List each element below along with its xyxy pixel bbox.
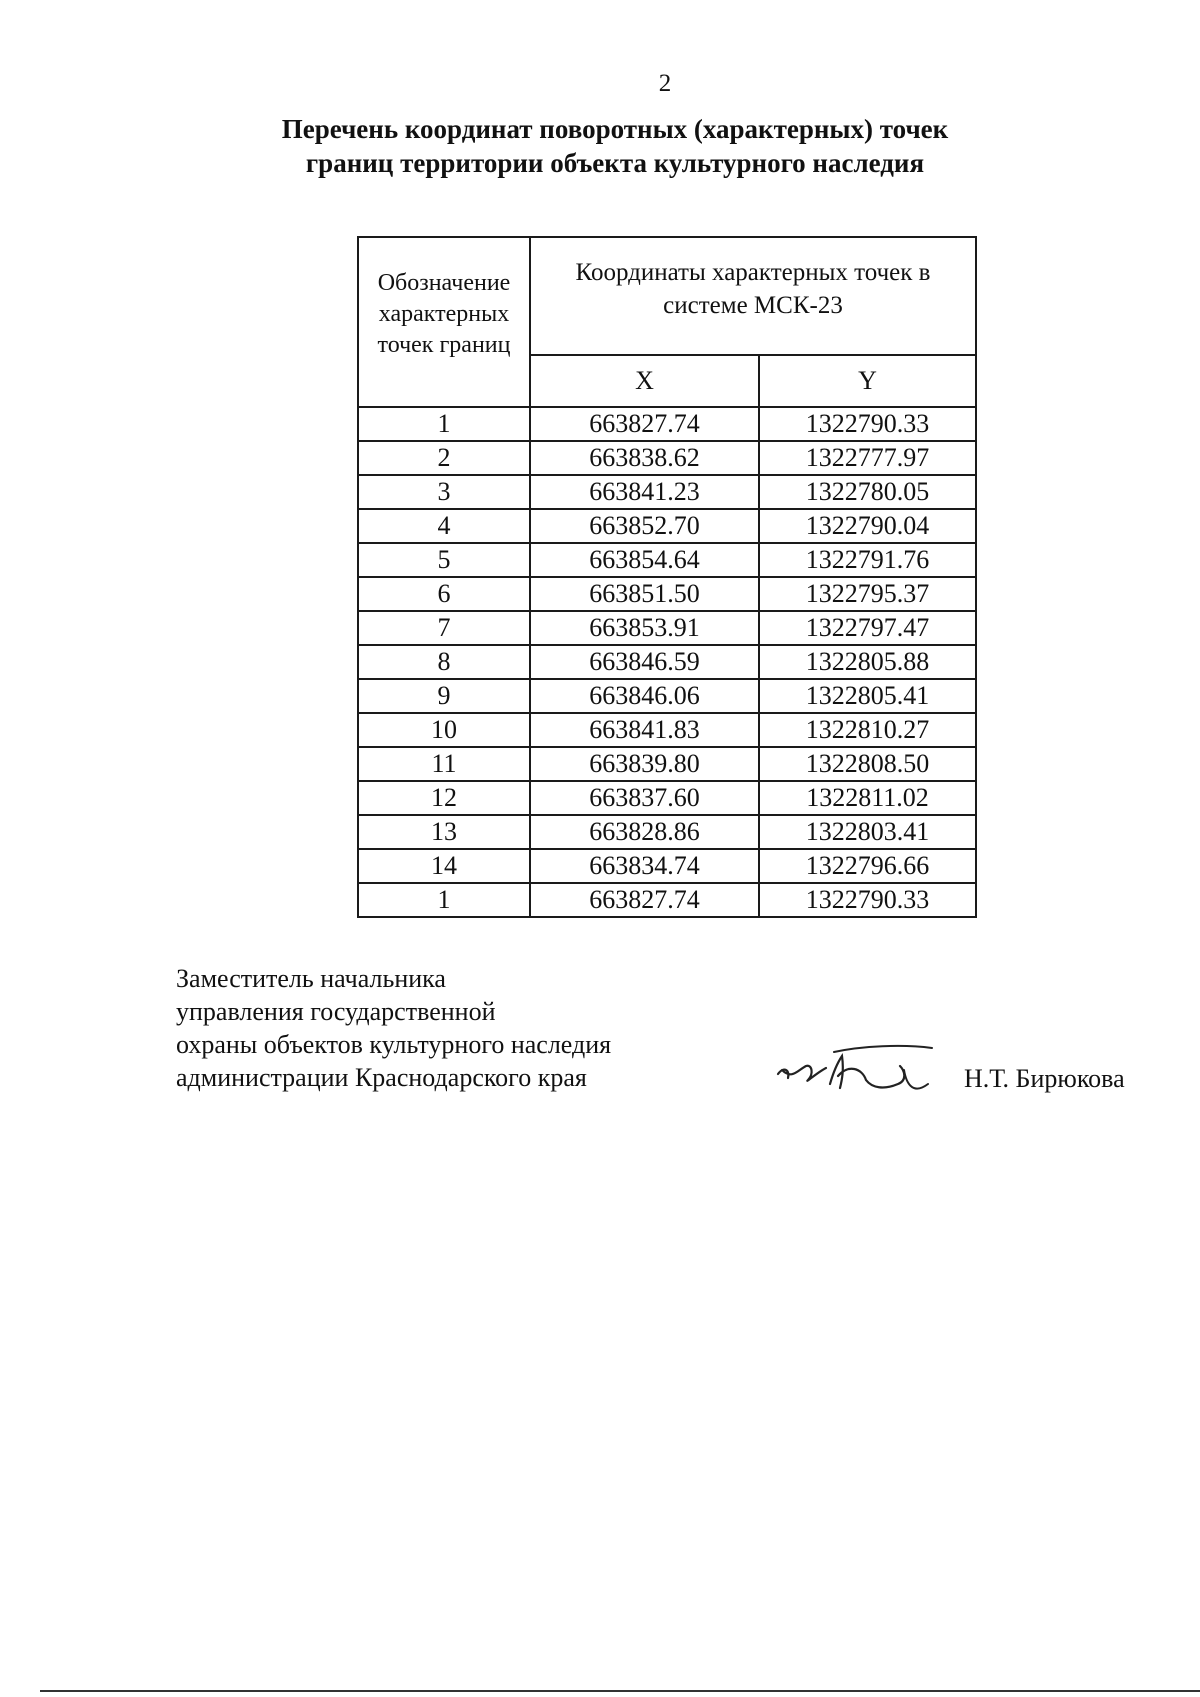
y-column-header: Y (759, 355, 976, 407)
y-coordinate-cell: 1322797.47 (759, 611, 976, 645)
y-coordinate-cell: 1322796.66 (759, 849, 976, 883)
table-row (358, 747, 976, 781)
position-line-3: охраны объектов культурного наследия (176, 1030, 612, 1059)
x-coordinate-cell: 663838.62 (530, 441, 759, 475)
position-line-4: администрации Краснодарского края (176, 1063, 587, 1092)
y-coordinate-cell: 1322805.41 (759, 679, 976, 713)
table-row (358, 781, 976, 815)
points-column-header: Обозначение характерных точек границ (358, 237, 530, 407)
x-coordinate-cell: 663839.80 (530, 747, 759, 781)
table-row (358, 577, 976, 611)
y-coordinate-cell: 1322811.02 (759, 781, 976, 815)
x-coordinate-cell: 663854.64 (530, 543, 759, 577)
position-line-2: управления государственной (176, 997, 496, 1026)
point-cell: 10 (358, 713, 530, 747)
y-coordinate-cell: 1322790.33 (759, 883, 976, 917)
document-title (0, 112, 1200, 180)
point-cell: 2 (358, 441, 530, 475)
x-coordinate-cell: 663846.59 (530, 645, 759, 679)
y-coordinate-cell: 1322790.33 (759, 407, 976, 441)
table-row (358, 679, 976, 713)
x-coordinate-cell: 663852.70 (530, 509, 759, 543)
table-row (358, 441, 976, 475)
point-cell: 12 (358, 781, 530, 815)
table-row (358, 407, 976, 441)
coordinates-column-header: Координаты характерных точек в системе МСК-23 (530, 237, 976, 355)
y-coordinate-cell: 1322795.37 (759, 577, 976, 611)
document-title-line-2: границ территории объекта культурного наследия (305, 148, 925, 178)
table-row (358, 645, 976, 679)
bottom-rule (40, 1690, 1200, 1692)
point-cell: 9 (358, 679, 530, 713)
point-cell: 6 (358, 577, 530, 611)
point-cell: 4 (358, 509, 530, 543)
table-row (358, 713, 976, 747)
coordinates-table-body (358, 407, 976, 917)
table-row (358, 543, 976, 577)
x-coordinate-cell: 663841.23 (530, 475, 759, 509)
x-coordinate-cell: 663841.83 (530, 713, 759, 747)
table-row (358, 883, 976, 917)
x-coordinate-cell: 663851.50 (530, 577, 759, 611)
y-coordinate-cell: 1322810.27 (759, 713, 976, 747)
y-coordinate-cell: 1322803.41 (759, 815, 976, 849)
y-coordinate-cell: 1322777.97 (759, 441, 976, 475)
y-coordinate-cell: 1322790.04 (759, 509, 976, 543)
coordinates-table (357, 236, 977, 918)
point-cell: 1 (358, 883, 530, 917)
table-row (358, 849, 976, 883)
point-cell: 11 (358, 747, 530, 781)
point-cell: 3 (358, 475, 530, 509)
point-cell: 7 (358, 611, 530, 645)
x-coordinate-cell: 663827.74 (530, 883, 759, 917)
x-coordinate-cell: 663827.74 (530, 407, 759, 441)
table-row (358, 509, 976, 543)
document-title-line-1: Перечень координат поворотных (характерных) точек (281, 114, 949, 144)
x-coordinate-cell: 663828.86 (530, 815, 759, 849)
x-column-header: X (530, 355, 759, 407)
signature-position (176, 962, 611, 1094)
table-row (358, 611, 976, 645)
handwritten-signature (772, 1040, 962, 1102)
point-cell: 8 (358, 645, 530, 679)
x-coordinate-cell: 663853.91 (530, 611, 759, 645)
point-cell: 13 (358, 815, 530, 849)
y-coordinate-cell: 1322805.88 (759, 645, 976, 679)
signer-name: Н.Т. Бирюкова (964, 1064, 1125, 1093)
point-cell: 14 (358, 849, 530, 883)
y-coordinate-cell: 1322780.05 (759, 475, 976, 509)
table-row (358, 815, 976, 849)
y-coordinate-cell: 1322791.76 (759, 543, 976, 577)
x-coordinate-cell: 663834.74 (530, 849, 759, 883)
x-coordinate-cell: 663837.60 (530, 781, 759, 815)
page-number: 2 (658, 70, 672, 97)
y-coordinate-cell: 1322808.50 (759, 747, 976, 781)
point-cell: 5 (358, 543, 530, 577)
position-line-1: Заместитель начальника (176, 964, 446, 993)
table-row (358, 475, 976, 509)
point-cell: 1 (358, 407, 530, 441)
x-coordinate-cell: 663846.06 (530, 679, 759, 713)
